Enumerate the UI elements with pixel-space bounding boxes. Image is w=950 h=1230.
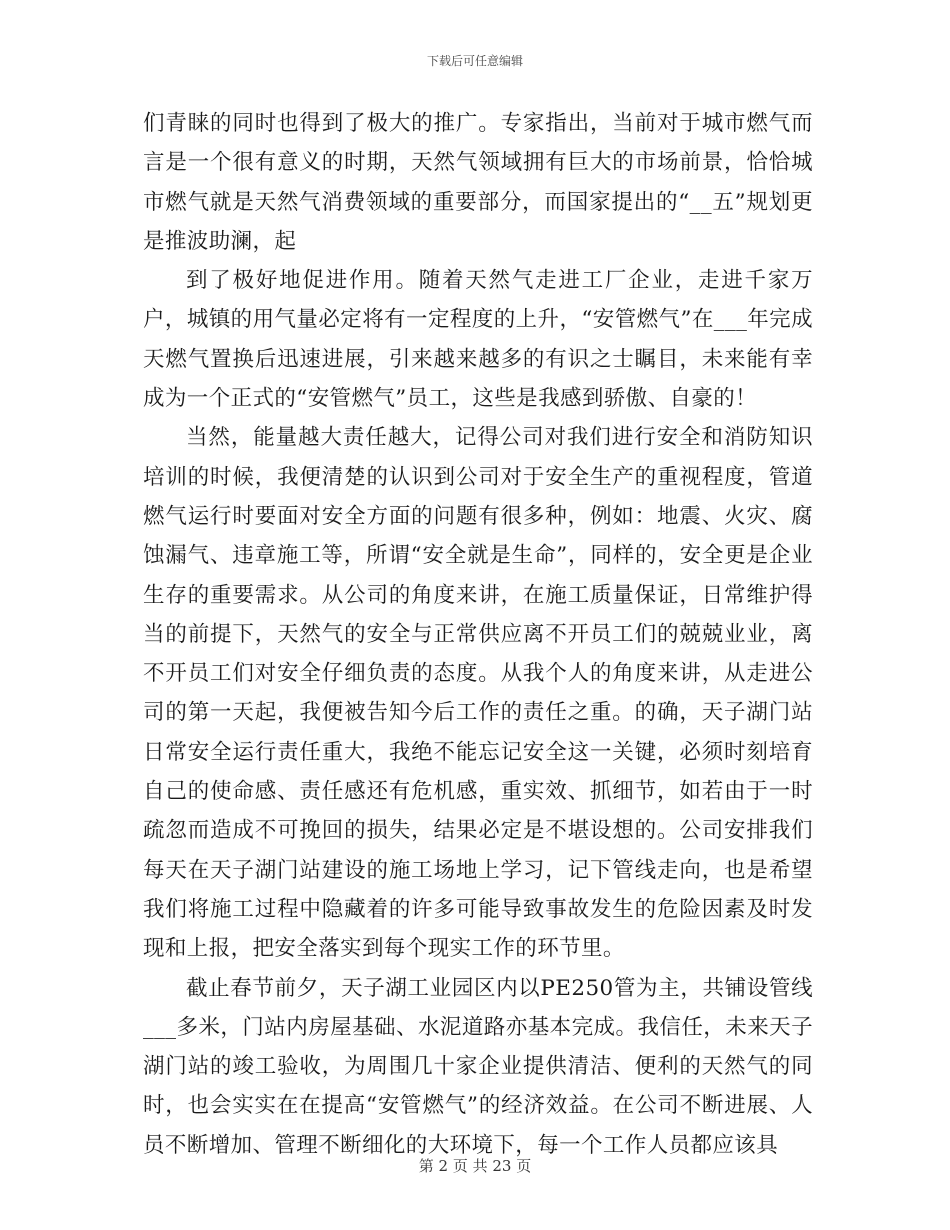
paragraph-2: 到了极好地促进作用。随着天然气走进工厂企业，走进千家万户，城镇的用气量必定将有一定程度的上升，“安管燃气”在___年完成天燃气置换后迅速进展，引来越来越多的有识之士瞩目，未来能有幸成为一个正式的“安管燃气”员工，这些是我感到骄傲、自豪的！	[143, 268, 813, 412]
page-number-footer: 第 2 页 共 23 页	[418, 1157, 532, 1175]
page-header: 下载后可任意编辑	[426, 54, 523, 68]
document-body	[143, 104, 813, 1165]
paragraph-3: 当然，能量越大责任越大，记得公司对我们进行安全和消防知识培训的时候，我便清楚的认识到公司对于安全生产的重视程度，管道燃气运行时要面对安全方面的问题有很多种，例如：地震、火灾、腐蚀漏气、违章施工等，所谓“安全就是生命”，同样的，安全更是企业生存的重要需求。从公司的角度来讲，在施工质量保证，日常维护得当的前提下，天然气的安全与正常供应离不开员工们的兢兢业业，离不开员工们对安全仔细负责的态度。从我个人的角度来讲，从走进公司的第一天起，我便被告知今后工作的责任之重。的确，天子湖门站日常安全运行责任重大，我绝不能忘记安全这一关键，必须时刻培育自己的使命感、责任感还有危机感，重实效、抓细节，如若由于一时疏忽而造成不可挽回的损失，结果必定是不堪设想的。公司安排我们每天在天子湖门站建设的施工场地上学习，记下管线走向，也是希望我们将施工过程中隐藏着的许多可能导致事故发生的危险因素及时发现和上报，把安全落实到每个现实工作的环节里。	[143, 425, 813, 962]
paragraph-4: 截止春节前夕，天子湖工业园区内以PE250管为主，共铺设管线___多米，门站内房屋基础、水泥道路亦基本完成。我信任，未来天子湖门站的竣工验收，为周围几十家企业提供清洁、便利的天然气的同时，也会实实在在提高“安管燃气”的经济效益。在公司不断进展、人员不断增加、管理不断细化的大环境下，每一个工作人员都应该具	[143, 975, 813, 1158]
paragraph-1: 们青睐的同时也得到了极大的推广。专家指出，当前对于城市燃气而言是一个很有意义的时期，天然气领域拥有巨大的市场前景，恰恰城市燃气就是天然气消费领域的重要部分，而国家提出的“__五”规划更是推波助澜，起	[143, 111, 813, 254]
